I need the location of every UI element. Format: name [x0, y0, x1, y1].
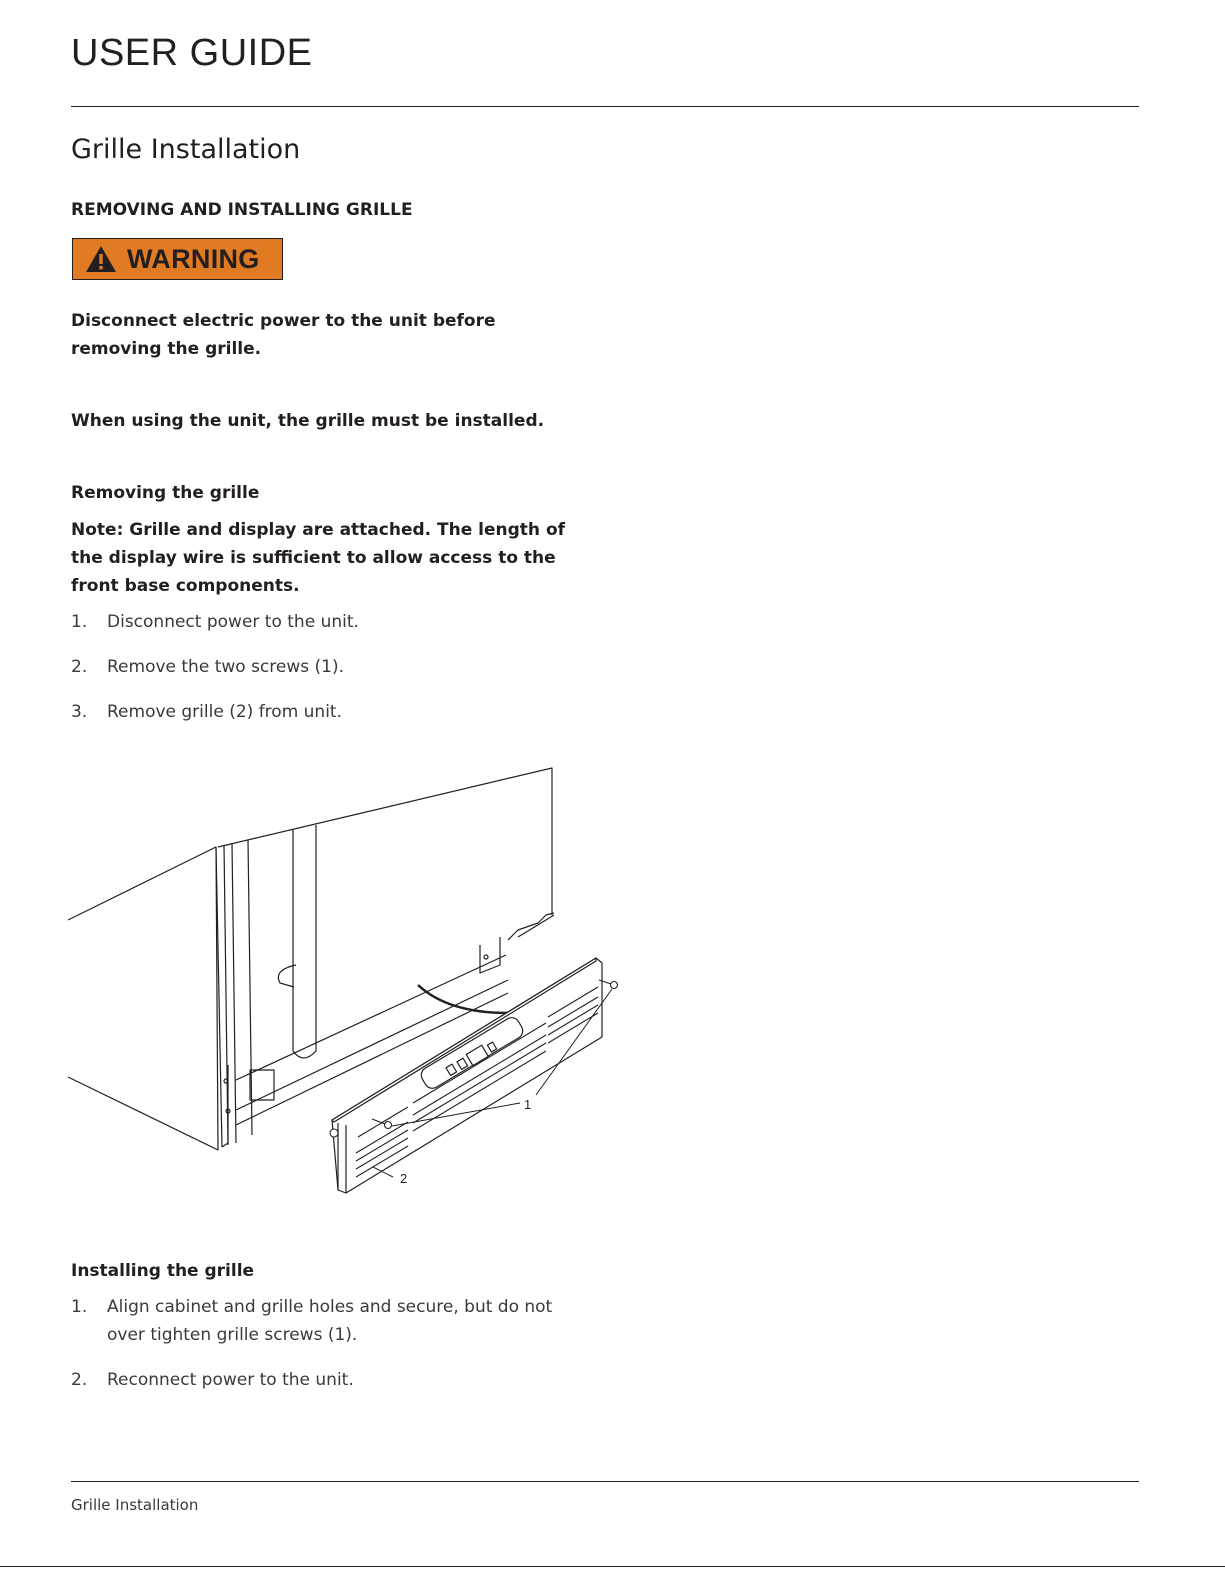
- step-number: 1.: [71, 612, 88, 632]
- step-number: 1.: [71, 1297, 88, 1317]
- step-number: 2.: [71, 1370, 88, 1390]
- step-number: 3.: [71, 702, 88, 722]
- callout-2-label: 2: [400, 1171, 408, 1186]
- list-item: [71, 698, 571, 726]
- removing-steps: [71, 608, 571, 743]
- step-text: Remove the two screws (1).: [107, 657, 344, 677]
- warning-triangle-icon: [85, 245, 117, 273]
- step-text: Align cabinet and grille holes and secure, but do not over tighten grille screws (1).: [107, 1297, 553, 1345]
- step-text: Reconnect power to the unit.: [107, 1370, 354, 1390]
- page-header-title: USER GUIDE: [71, 32, 313, 74]
- warning-label: WARNING: [127, 243, 260, 274]
- section-subheading: REMOVING AND INSTALLING GRILLE: [71, 200, 413, 220]
- list-item: [71, 1293, 571, 1349]
- installed-notice: When using the unit, the grille must be installed.: [71, 411, 545, 431]
- footer-divider: [71, 1481, 1139, 1482]
- installing-heading: Installing the grille: [71, 1261, 255, 1281]
- removing-heading: Removing the grille: [71, 483, 260, 503]
- step-text: Remove grille (2) from unit.: [107, 702, 342, 722]
- footer-section-name: Grille Installation: [71, 1496, 199, 1514]
- step-text: Disconnect power to the unit.: [107, 612, 359, 632]
- warning-banner: [72, 238, 283, 280]
- step-number: 2.: [71, 657, 88, 677]
- removing-note: Note: Grille and display are attached. The length of the display wire is sufficient to allow access to the front base components.: [71, 520, 566, 596]
- list-item: [71, 1366, 571, 1394]
- page-bottom-edge: [0, 1566, 1225, 1567]
- disconnect-notice: Disconnect electric power to the unit before removing the grille.: [71, 311, 496, 359]
- list-item: [71, 653, 571, 681]
- callout-1-label: 1: [524, 1097, 532, 1112]
- installing-steps: [71, 1293, 571, 1411]
- header-divider: [71, 106, 1139, 107]
- section-title: Grille Installation: [71, 134, 301, 165]
- list-item: [71, 608, 571, 636]
- grille-removal-illustration: [68, 765, 628, 1195]
